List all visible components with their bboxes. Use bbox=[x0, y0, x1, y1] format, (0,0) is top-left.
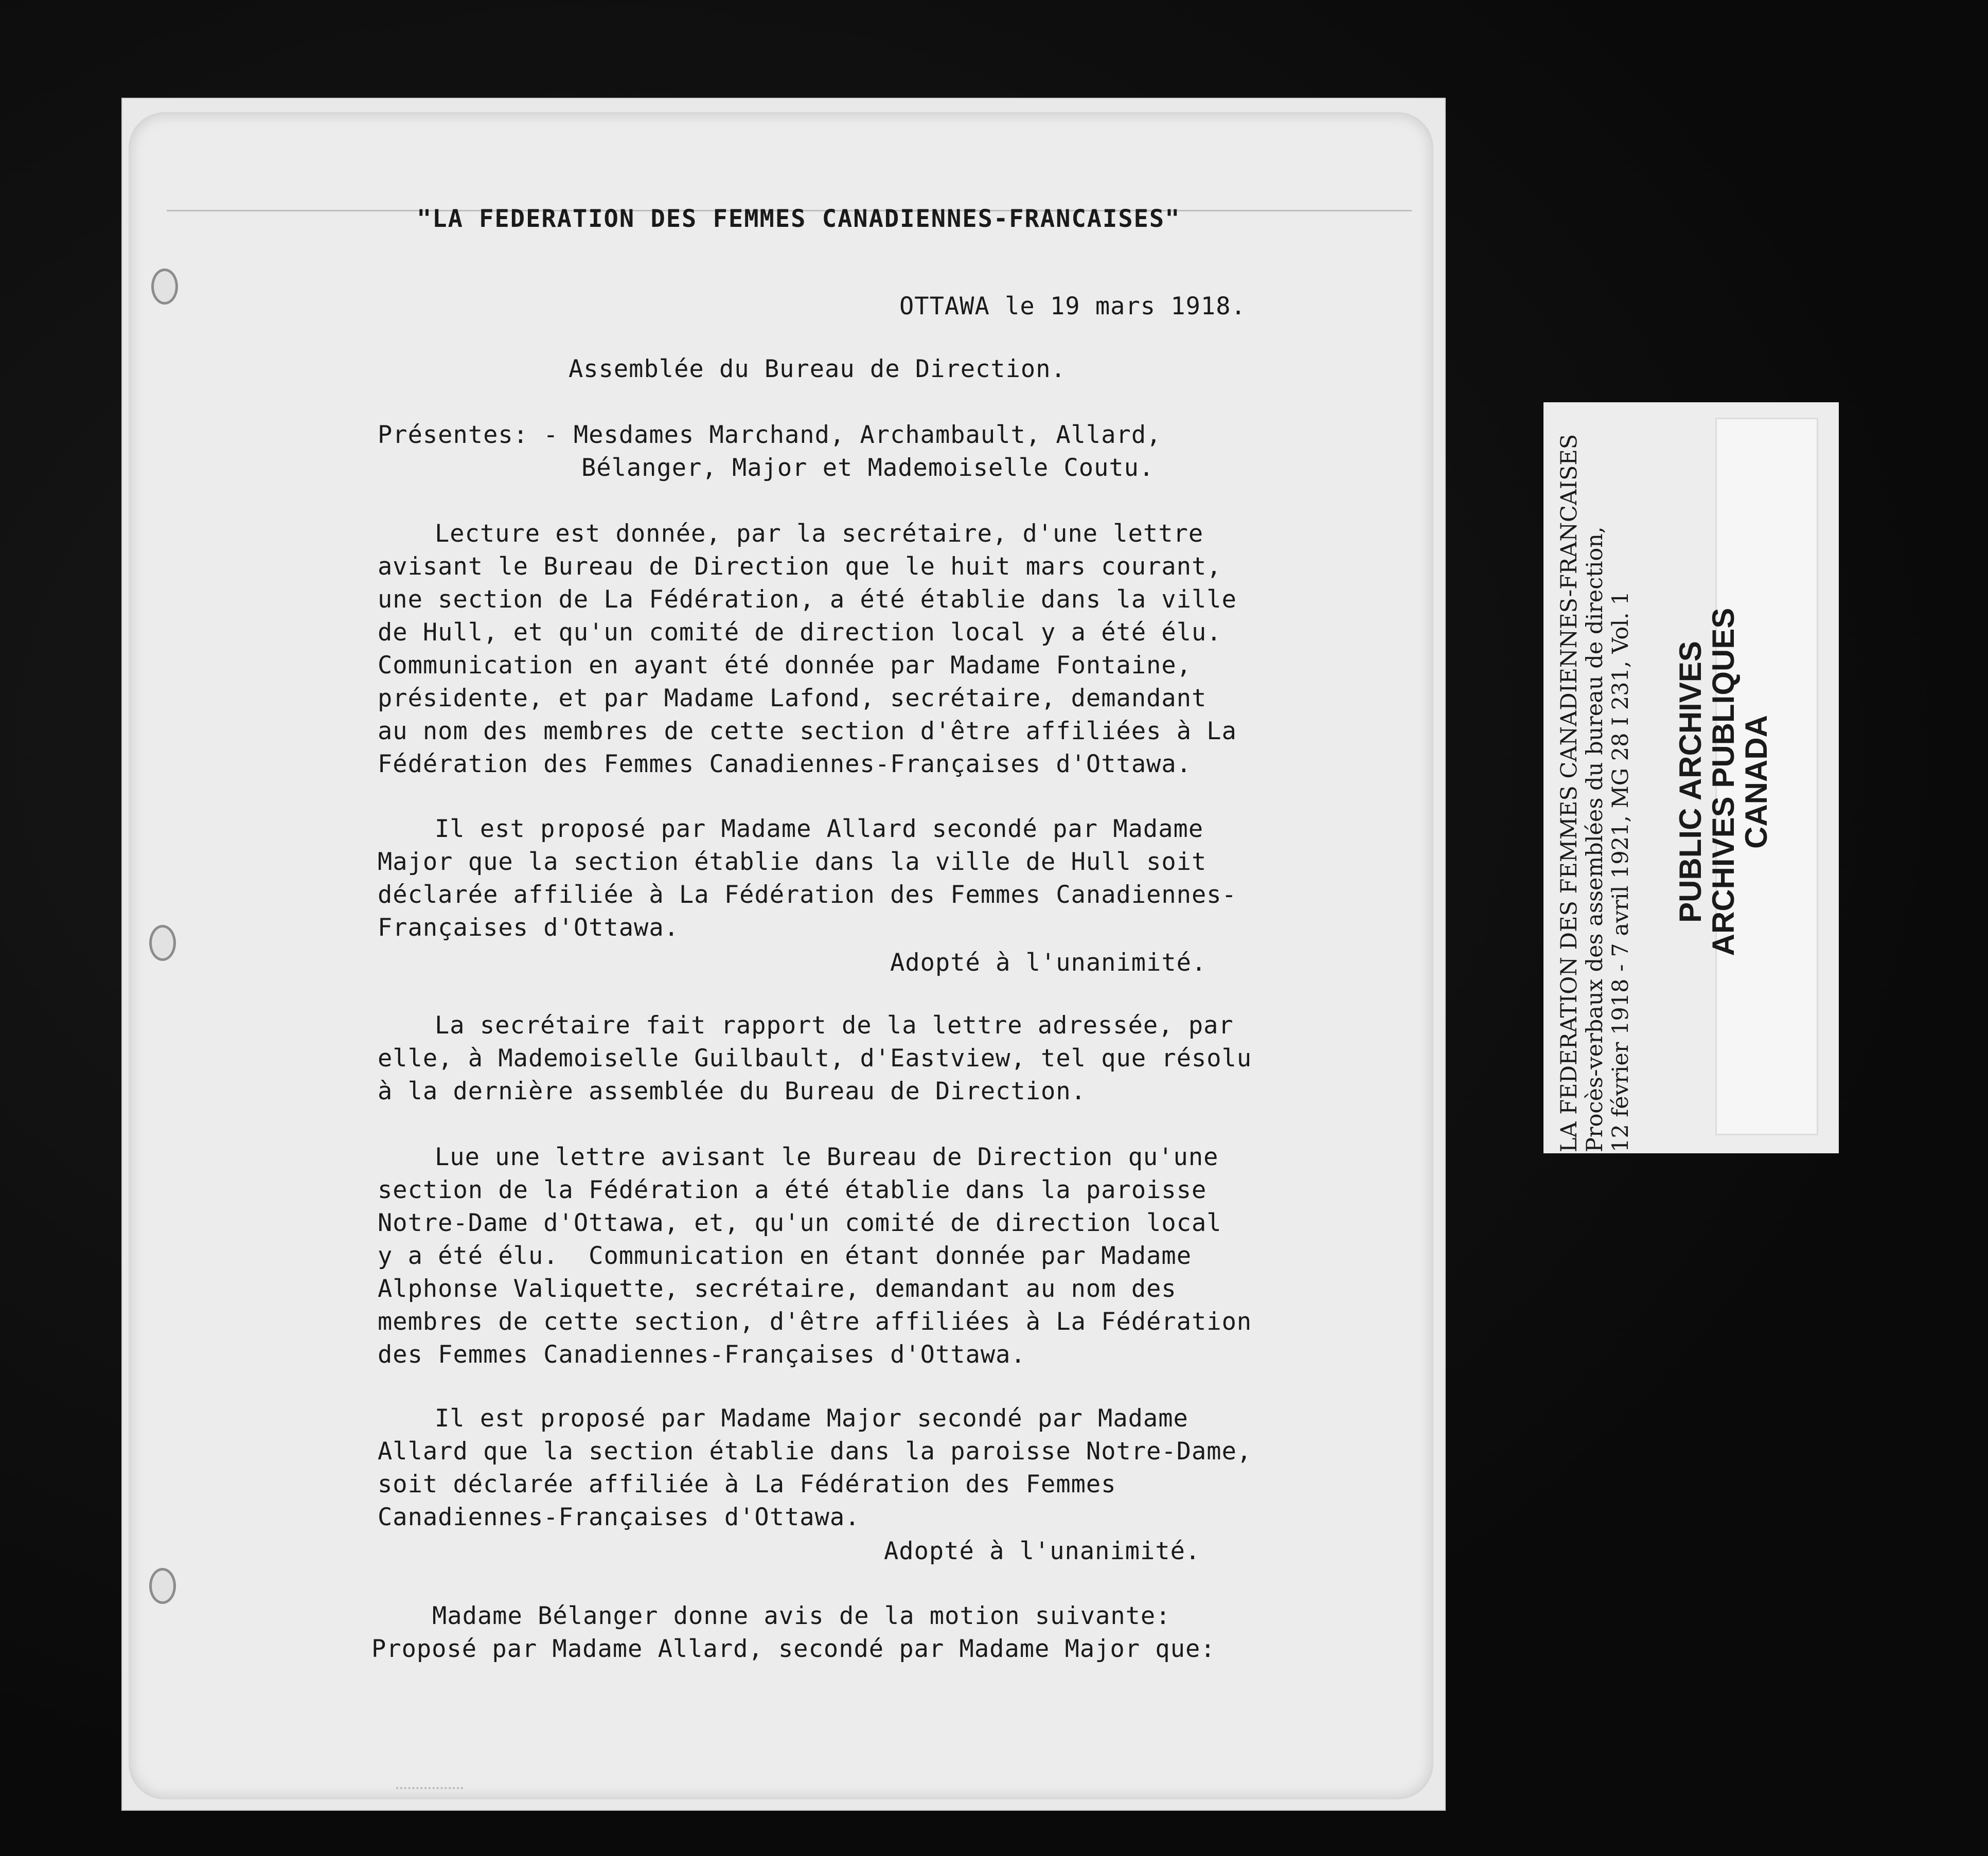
punch-hole-bottom bbox=[149, 1568, 176, 1604]
p1-line: présidente, et par Madame Lafond, secrétaire, demandant bbox=[378, 684, 1207, 712]
present-line-1: Présentes: - Mesdames Marchand, Archambault, Allard, bbox=[378, 421, 1162, 449]
p1-line: avisant le Bureau de Direction que le huit mars courant, bbox=[378, 552, 1222, 581]
p1-line: Fédération des Femmes Canadiennes-Françaises d'Ottawa. bbox=[378, 750, 1192, 778]
archive-label bbox=[1543, 402, 1839, 1153]
p5-line: Canadiennes-Françaises d'Ottawa. bbox=[378, 1503, 860, 1531]
p4-line: section de la Fédération a été établie dans la paroisse bbox=[378, 1176, 1207, 1204]
p3-line: elle, à Mademoiselle Guilbault, d'Eastview, tel que résolu bbox=[378, 1044, 1252, 1073]
document-page bbox=[129, 112, 1433, 1799]
archive-caption-line-3: 12 février 1918 - 7 avril 1921, MG 28 I 231, Vol. 1 bbox=[1608, 591, 1634, 1152]
p5-line: soit déclarée affiliée à La Fédération des Femmes bbox=[378, 1470, 1116, 1498]
p2-line: Il est proposé par Madame Allard secondé par Madame bbox=[435, 815, 1204, 843]
p6-line: Madame Bélanger donne avis de la motion suivante: bbox=[432, 1602, 1171, 1630]
dotted-mark bbox=[396, 1787, 463, 1792]
p2-line: Major que la section établie dans la ville de Hull soit bbox=[378, 848, 1207, 876]
meeting-title: Assemblée du Bureau de Direction. bbox=[569, 355, 1066, 383]
present-line-2: Bélanger, Major et Mademoiselle Coutu. bbox=[581, 454, 1155, 482]
p4-line: membres de cette section, d'être affiliées à La Fédération bbox=[378, 1308, 1252, 1336]
date-line: OTTAWA le 19 mars 1918. bbox=[899, 292, 1246, 320]
p4-line: Lue une lettre avisant le Bureau de Direction qu'une bbox=[435, 1143, 1219, 1171]
archive-stamp-line-2: ARCHIVES PUBLIQUES bbox=[1706, 608, 1741, 956]
p1-line: au nom des membres de cette section d'être affiliées à La bbox=[378, 717, 1237, 745]
p4-line: Notre-Dame d'Ottawa, et, qu'un comité de direction local bbox=[378, 1209, 1222, 1237]
p4-line: des Femmes Canadiennes-Françaises d'Ottawa. bbox=[378, 1341, 1026, 1369]
archive-stamp-line-1: PUBLIC ARCHIVES bbox=[1673, 641, 1708, 923]
p5-line: Il est proposé par Madame Major secondé par Madame bbox=[435, 1404, 1188, 1433]
p4-line: y a été élu. Communication en étant donnée par Madame bbox=[378, 1242, 1192, 1270]
p2-line: Françaises d'Ottawa. bbox=[378, 914, 679, 942]
archive-caption-line-2: Procès-verbaux des assemblées du bureau de direction, bbox=[1582, 526, 1608, 1152]
p2-line: déclarée affiliée à La Fédération des Femmes Canadiennes- bbox=[378, 881, 1237, 909]
p1-line: de Hull, et qu'un comité de direction local y a été élu. bbox=[378, 618, 1222, 647]
punch-hole-top bbox=[151, 269, 178, 305]
adopted-note-1: Adopté à l'unanimité. bbox=[890, 949, 1207, 977]
document-header: "LA FEDERATION DES FEMMES CANADIENNES-FRANCAISES" bbox=[417, 205, 1181, 233]
p1-line: Lecture est donnée, par la secrétaire, d'une lettre bbox=[435, 520, 1204, 548]
p3-line: à la dernière assemblée du Bureau de Direction. bbox=[378, 1077, 1086, 1105]
p5-line: Allard que la section établie dans la paroisse Notre-Dame, bbox=[378, 1437, 1252, 1466]
p1-line: Communication en ayant été donnée par Madame Fontaine, bbox=[378, 651, 1192, 680]
punch-hole-middle bbox=[149, 925, 176, 961]
adopted-note-2: Adopté à l'unanimité. bbox=[884, 1537, 1201, 1565]
p3-line: La secrétaire fait rapport de la lettre adressée, par bbox=[435, 1011, 1234, 1040]
p6-line: Proposé par Madame Allard, secondé par Madame Major que: bbox=[371, 1635, 1216, 1663]
archive-stamp-line-3: CANADA bbox=[1739, 715, 1773, 849]
p4-line: Alphonse Valiquette, secrétaire, demandant au nom des bbox=[378, 1275, 1177, 1303]
p1-line: une section de La Fédération, a été établie dans la ville bbox=[378, 585, 1237, 614]
archive-caption-line-1: LA FEDERATION DES FEMMES CANADIENNES-FRANCAISES bbox=[1556, 434, 1582, 1152]
